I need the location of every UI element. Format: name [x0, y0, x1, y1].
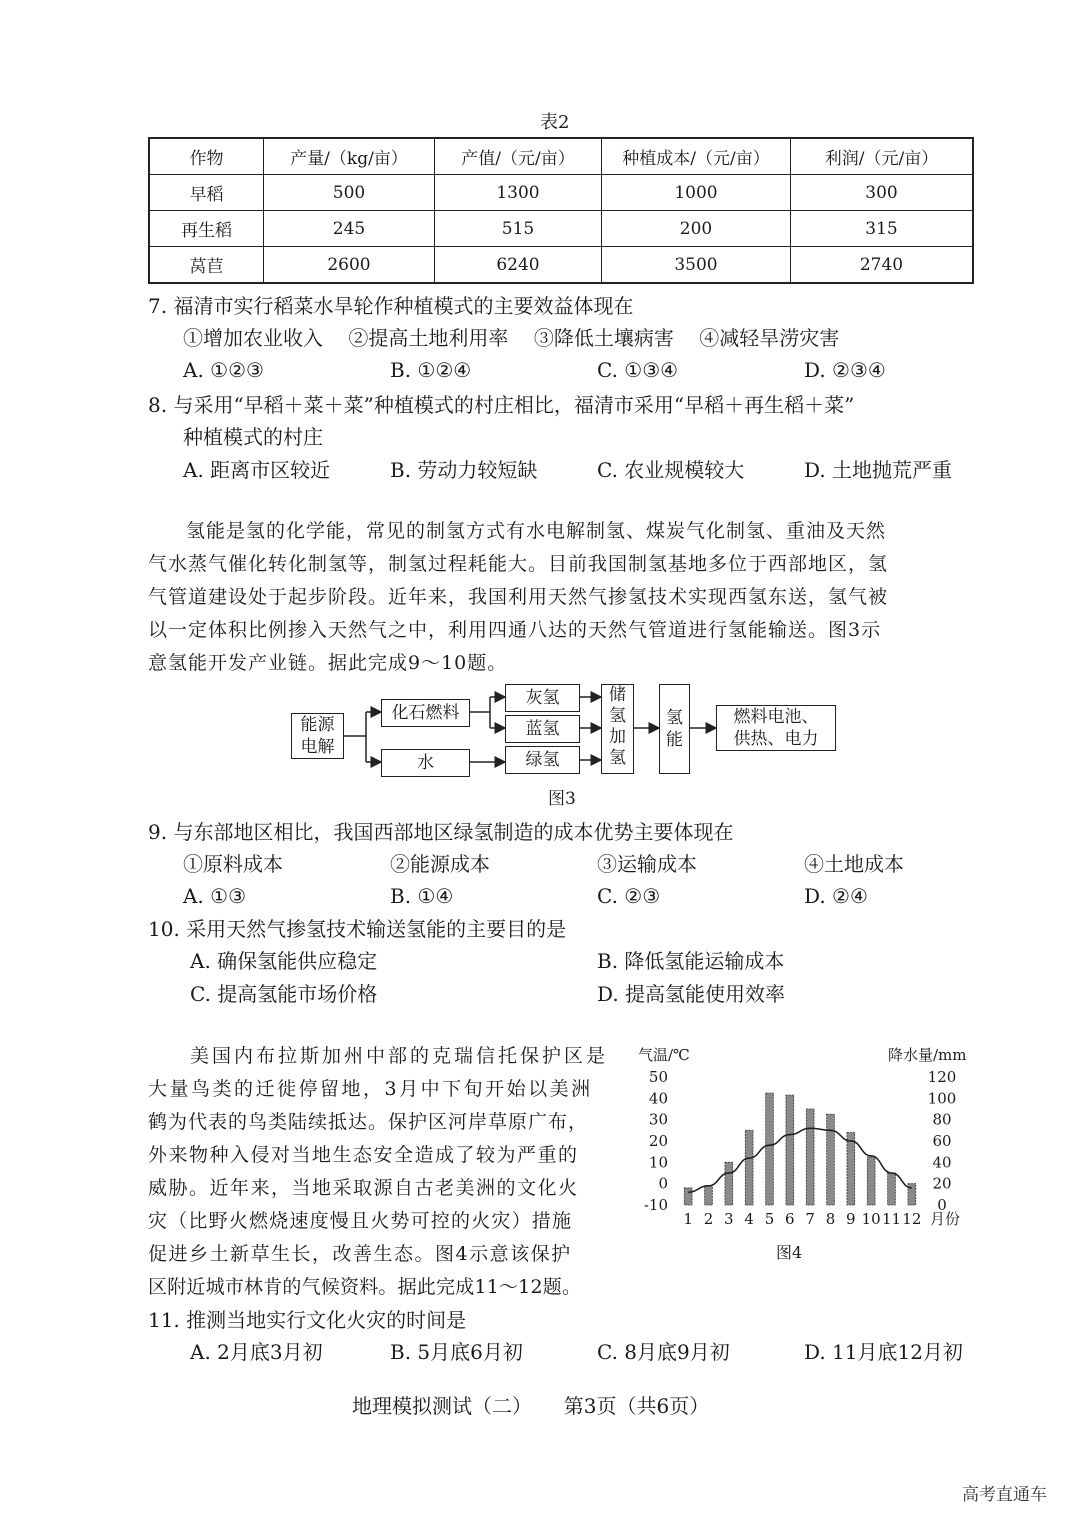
question-10-option-d: D. 提高氢能使用效率 [597, 982, 786, 1006]
passage-line: 鹤为代表的鸟类陆续抵达。保护区河岸草原广布， [148, 1111, 589, 1133]
right-tick-label: 40 [932, 1153, 952, 1172]
question-11-option-d: D. 11月底12月初 [804, 1340, 963, 1364]
question-10-stem: 10. 采用天然气掺氢技术输送氢能的主要目的是 [148, 917, 567, 941]
precipitation-bar [888, 1173, 896, 1205]
left-tick-label: 40 [648, 1089, 668, 1108]
table-cell: 再生稻 [149, 211, 264, 247]
x-tick-label: 2 [703, 1210, 714, 1228]
question-10-option-c: C. 提高氢能市场价格 [190, 982, 378, 1006]
table-caption: 表2 [540, 112, 570, 133]
climate-chart [630, 1040, 980, 1270]
table-cell: 245 [264, 211, 435, 247]
table-header-cell: 利润/（元/亩） [791, 138, 974, 175]
right-tick-label: 0 [937, 1196, 947, 1214]
x-tick-label: 9 [846, 1210, 856, 1228]
right-tick-label: 100 [927, 1089, 957, 1108]
green-hydrogen-box: 绿氢 [505, 746, 580, 774]
storage-refueling-box: 储 氢 加 氢 [601, 684, 634, 774]
table-cell: 500 [264, 175, 435, 211]
table-cell: 315 [791, 211, 974, 247]
passage-line: 促进乡土新草生长，改善生态。图4示意该保护 [148, 1243, 572, 1265]
question-8-option-c: C. 农业规模较大 [597, 458, 745, 482]
question-9-item-2: ②能源成本 [390, 852, 490, 876]
fossil-fuel-box: 化石燃料 [381, 699, 470, 727]
table-cell: 3500 [602, 247, 791, 284]
table-cell: 1000 [602, 175, 791, 211]
question-7-stem: 7. 福清市实行稻菜水旱轮作种植模式的主要效益体现在 [148, 294, 634, 318]
x-tick-label: 6 [785, 1210, 795, 1228]
table-header-cell: 产量/（kg/亩） [264, 138, 435, 175]
table-cell: 2600 [264, 247, 435, 284]
table-cell: 200 [602, 211, 791, 247]
temperature-line [688, 1128, 912, 1192]
x-tick-label: 12 [902, 1210, 922, 1228]
question-8-option-d: D. 土地抛荒严重 [804, 458, 953, 482]
x-tick-label: 1 [683, 1210, 693, 1228]
question-11-stem: 11. 推测当地实行文化火灾的时间是 [148, 1308, 467, 1332]
question-8-option-b: B. 劳动力较短缺 [390, 458, 538, 482]
precipitation-bar [705, 1186, 713, 1205]
passage-line: 大量鸟类的迁徙停留地，3月中下旬开始以美洲 [148, 1078, 593, 1100]
question-7-items: ①增加农业收入 ②提高土地利用率 ③降低土壤病害 ④减轻旱涝灾害 [183, 326, 840, 350]
x-tick-label: 4 [744, 1210, 754, 1228]
precipitation-bar [766, 1093, 774, 1205]
question-11-option-b: B. 5月底6月初 [390, 1340, 523, 1364]
passage-line: 以一定体积比例掺入天然气之中，利用四通八达的天然气管道进行氢能输送。图3示 [148, 619, 882, 641]
corner-watermark: 高考直通车 [962, 1485, 1047, 1505]
question-9-option-d: D. ②④ [804, 884, 868, 908]
left-tick-label: -10 [643, 1196, 668, 1214]
table-cell: 2740 [791, 247, 974, 284]
question-10-option-a: A. 确保氢能供应稳定 [190, 949, 378, 973]
question-7-option-c: C. ①③④ [597, 358, 679, 382]
gray-hydrogen-box: 灰氢 [505, 684, 580, 712]
left-tick-label: 50 [648, 1068, 668, 1086]
left-tick-label: 30 [648, 1110, 668, 1129]
question-9-item-1: ①原料成本 [183, 852, 283, 876]
question-8-option-a: A. 距离市区较近 [183, 458, 331, 482]
passage-line: 区附近城市林肯的气候资料。据此完成11～12题。 [148, 1276, 582, 1298]
question-9-option-a: A. ①③ [183, 884, 247, 908]
left-tick-label: 20 [648, 1132, 668, 1150]
table-header-cell: 种植成本/（元/亩） [602, 138, 791, 175]
precipitation-bar [786, 1095, 794, 1205]
precipitation-bar [827, 1114, 835, 1205]
end-use-box: 燃料电池、 供热、电力 [716, 705, 836, 751]
precipitation-bar [745, 1130, 753, 1205]
passage-line: 意氢能开发产业链。据此完成9～10题。 [148, 652, 508, 674]
figure-4-caption: 图4 [776, 1243, 803, 1262]
question-9-option-b: B. ①④ [390, 884, 454, 908]
right-tick-label: 120 [927, 1068, 957, 1086]
passage-line: 氢能是氢的化学能，常见的制氢方式有水电解制氢、煤炭气化制氢、重油及天然 [186, 520, 887, 542]
question-9-item-3: ③运输成本 [597, 852, 697, 876]
left-tick-label: 10 [648, 1153, 668, 1172]
right-tick-label: 20 [932, 1174, 952, 1193]
table-cell: 早稻 [149, 175, 264, 211]
precipitation-bar [867, 1157, 875, 1205]
right-tick-label: 60 [932, 1132, 952, 1150]
hydrogen-energy-box: 氢 能 [659, 684, 690, 774]
x-tick-label: 7 [805, 1210, 815, 1228]
passage-line: 外来物种入侵对当地生态安全造成了较为严重的 [148, 1144, 579, 1166]
blue-hydrogen-box: 蓝氢 [505, 715, 580, 743]
x-tick-label: 8 [825, 1210, 836, 1228]
question-11-option-c: C. 8月底9月初 [597, 1340, 730, 1364]
passage-line: 气管道建设处于起步阶段。近年来，我国利用天然气掺氢技术实现西氢东送，氢气被 [148, 586, 889, 608]
question-7-option-b: B. ①②④ [390, 358, 472, 382]
table-cell: 1300 [435, 175, 602, 211]
left-tick-label: 0 [658, 1174, 668, 1193]
table-cell: 6240 [435, 247, 602, 284]
x-axis-label: 月份 [930, 1210, 961, 1228]
table-cell: 300 [791, 175, 974, 211]
table-header-cell: 作物 [149, 138, 264, 175]
precipitation-bar [847, 1132, 855, 1205]
water-box: 水 [381, 749, 470, 777]
question-8-stem: 8. 与采用“早稻＋菜＋菜”种植模式的村庄相比，福清市采用“早稻＋再生稻＋菜” [148, 393, 855, 417]
question-9-option-c: C. ②③ [597, 884, 661, 908]
question-9-stem: 9. 与东部地区相比，我国西部地区绿氢制造的成本优势主要体现在 [148, 820, 734, 844]
x-tick-label: 3 [724, 1210, 734, 1228]
precipitation-bar [806, 1109, 814, 1205]
x-tick-label: 10 [861, 1210, 881, 1228]
precipitation-bar [725, 1162, 733, 1205]
table-header-cell: 产值/（元/亩） [435, 138, 602, 175]
precipitation-bar [684, 1188, 692, 1205]
question-7-option-a: A. ①②③ [183, 358, 264, 382]
figure-3-caption: 图3 [548, 789, 576, 809]
right-axis-label: 降水量/mm [888, 1046, 967, 1064]
left-axis-label: 气温/℃ [638, 1046, 690, 1064]
table-cell: 莴苣 [149, 247, 264, 284]
passage-line: 气水蒸气催化转化制氢等，制氢过程耗能大。目前我国制氢基地多位于西部地区，氢 [148, 553, 889, 575]
passage-line: 灾（比野火燃烧速度慢且火势可控的火灾）措施 [148, 1210, 573, 1232]
energy-electrolysis-box: 能源 电解 [291, 713, 344, 759]
right-tick-label: 80 [932, 1110, 952, 1129]
question-8-stem-cont: 种植模式的村庄 [183, 425, 323, 449]
question-7-option-d: D. ②③④ [804, 358, 886, 382]
question-9-item-4: ④土地成本 [804, 852, 904, 876]
table-cell: 515 [435, 211, 602, 247]
x-tick-label: 5 [764, 1210, 775, 1228]
x-tick-label: 11 [881, 1210, 902, 1228]
page-footer: 地理模拟测试（二） 第3页（共6页） [352, 1394, 710, 1418]
passage-line: 美国内布拉斯加州中部的克瑞信托保护区是 [190, 1045, 609, 1067]
question-11-option-a: A. 2月底3月初 [190, 1340, 323, 1364]
passage-line: 威胁。近年来，当地采取源自古老美洲的文化火 [148, 1177, 579, 1199]
question-10-option-b: B. 降低氢能运输成本 [597, 949, 785, 973]
